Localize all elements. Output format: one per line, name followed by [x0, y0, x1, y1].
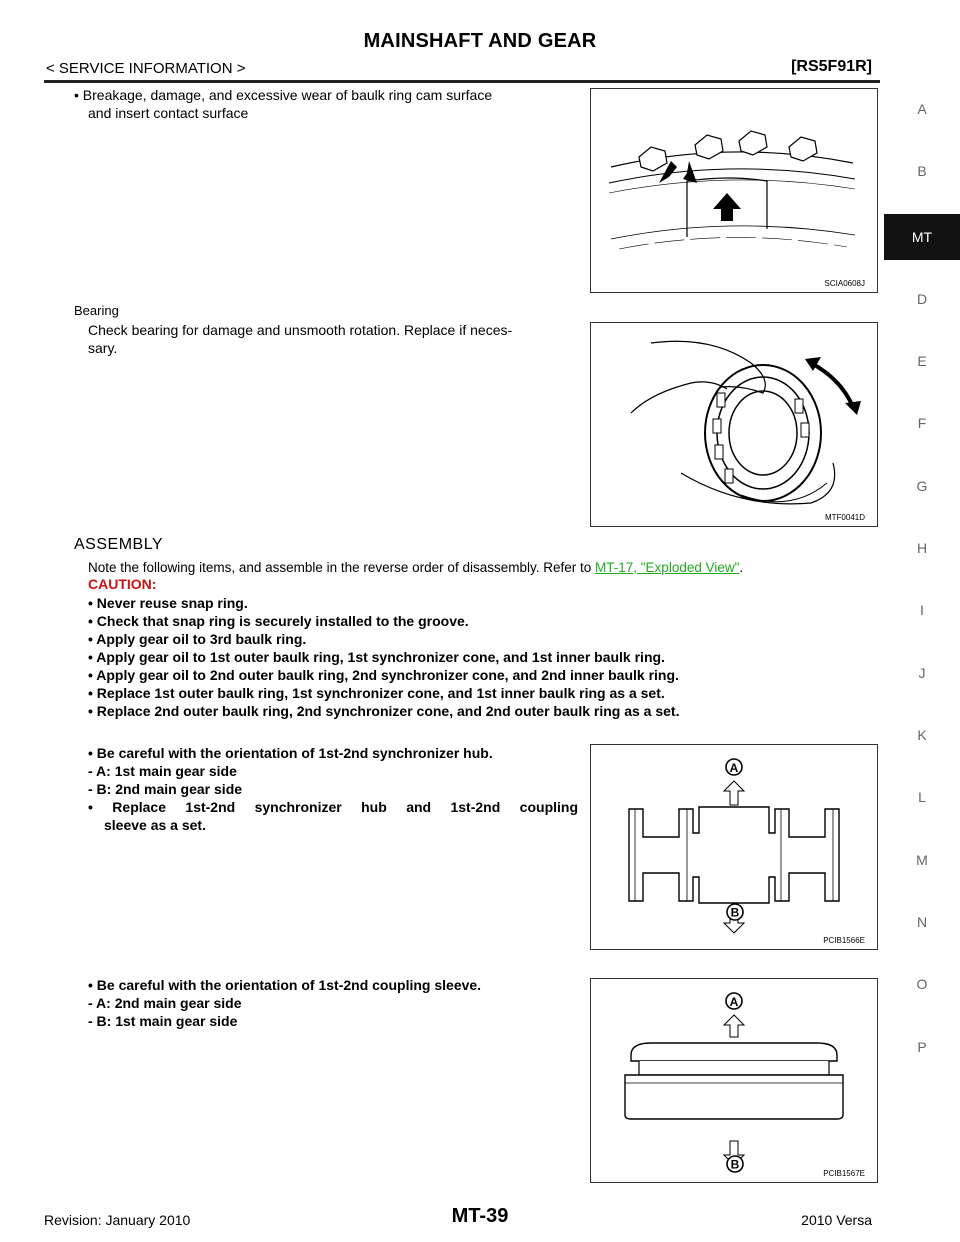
bearing-text-line1: Check bearing for damage and unsmooth rotation. Replace if neces-	[88, 322, 513, 338]
assembly-heading: ASSEMBLY	[74, 536, 164, 553]
tab-mt[interactable]: MT	[884, 214, 960, 260]
model-code: [RS5F91R]	[791, 58, 872, 75]
bearing-illustration	[591, 323, 877, 526]
tab-a[interactable]: A	[917, 101, 927, 117]
figure-code-pcib1567e: PCIB1567E	[823, 1169, 865, 1178]
letter-a-sleeve-top: A	[729, 995, 739, 1009]
hub-item-1: • Be careful with the orientation of 1st-2nd synchronizer hub.	[88, 745, 493, 761]
tab-k[interactable]: K	[917, 727, 927, 743]
sleeve-item-3: - B: 1st main gear side	[88, 1013, 238, 1029]
tab-o[interactable]: O	[916, 976, 928, 992]
header-rule	[44, 80, 880, 83]
coupling-sleeve-illustration	[591, 979, 877, 1182]
letter-b-hub-bottom: B	[730, 905, 740, 920]
breadcrumb: < SERVICE INFORMATION >	[46, 60, 246, 77]
footer-revision: Revision: January 2010	[44, 1212, 191, 1228]
bearing-text-line2: sary.	[88, 340, 118, 356]
hub-item-4: • Replace 1st-2nd synchronizer hub and 1st-2nd coupling	[88, 799, 578, 815]
letter-a-hub-top: A	[729, 761, 739, 775]
caution-item-1: • Never reuse snap ring.	[88, 595, 248, 611]
baulk-bullet-line2: and insert contact surface	[88, 105, 249, 121]
sleeve-item-2: - A: 2nd main gear side	[88, 995, 242, 1011]
baulk-bullet-line1: • Breakage, damage, and excessive wear of baulk ring cam surface	[74, 87, 493, 103]
footer-edition: 2010 Versa	[801, 1212, 872, 1228]
figure-code-mtf0041d: MTF0041D	[824, 513, 865, 522]
assembly-note	[88, 559, 743, 577]
assembly-note-text: Note the following items, and assemble in the reverse order of disassembly. Refer to	[88, 560, 595, 575]
exploded-view-link[interactable]: MT-17, "Exploded View"	[595, 560, 740, 575]
caution-item-7: • Replace 2nd outer baulk ring, 2nd synchronizer cone, and 2nd outer baulk ring as a set.	[88, 703, 680, 719]
hub-item-5: sleeve as a set.	[104, 817, 206, 833]
caution-label: CAUTION:	[88, 576, 157, 592]
bearing-heading: Bearing	[74, 303, 119, 318]
caution-item-2: • Check that snap ring is securely installed to the groove.	[88, 613, 469, 629]
footer-page-number: MT-39	[451, 1205, 509, 1227]
baulk-ring-figure	[590, 88, 878, 293]
coupling-sleeve-figure	[590, 978, 878, 1183]
letter-b-circle-sleeve	[726, 1155, 744, 1173]
synchronizer-hub-figure	[590, 744, 878, 950]
baulk-ring-illustration	[591, 89, 877, 292]
tab-n[interactable]: N	[916, 914, 928, 930]
hub-item-3: - B: 2nd main gear side	[88, 781, 243, 797]
tab-e[interactable]: E	[917, 353, 927, 369]
tab-f[interactable]: F	[917, 415, 927, 431]
tab-b[interactable]: B	[917, 163, 927, 179]
caution-item-6: • Replace 1st outer baulk ring, 1st synchronizer cone, and 1st inner baulk ring as a set.	[88, 685, 665, 701]
tab-m[interactable]: M	[916, 852, 928, 868]
tab-h[interactable]: H	[916, 540, 928, 556]
sleeve-item-1: • Be careful with the orientation of 1st-2nd coupling sleeve.	[88, 977, 482, 993]
figure-code-scia0608j: SCIA0608J	[824, 279, 865, 288]
page-title: MAINSHAFT AND GEAR	[363, 30, 597, 52]
tab-j[interactable]: J	[918, 665, 926, 681]
figure-code-pcib1566e: PCIB1566E	[823, 936, 865, 945]
tab-i[interactable]: I	[920, 602, 924, 618]
tab-g[interactable]: G	[916, 478, 928, 494]
letter-b-sleeve-bottom: B	[730, 1157, 740, 1172]
bearing-figure	[590, 322, 878, 527]
assembly-note-suffix: .	[739, 560, 744, 575]
hub-item-2: - A: 1st main gear side	[88, 763, 237, 779]
tab-l[interactable]: L	[918, 789, 926, 805]
letter-b-circle-hub	[726, 903, 744, 921]
caution-item-5: • Apply gear oil to 2nd outer baulk ring, 2nd synchronizer cone, and 2nd inner baulk ring.	[88, 667, 679, 683]
caution-item-3: • Apply gear oil to 3rd baulk ring.	[88, 631, 307, 647]
caution-item-4: • Apply gear oil to 1st outer baulk ring, 1st synchronizer cone, and 1st inner baulk ring.	[88, 649, 665, 665]
tab-p[interactable]: P	[917, 1039, 927, 1055]
section-tabs	[884, 86, 960, 1086]
tab-d[interactable]: D	[916, 291, 928, 307]
